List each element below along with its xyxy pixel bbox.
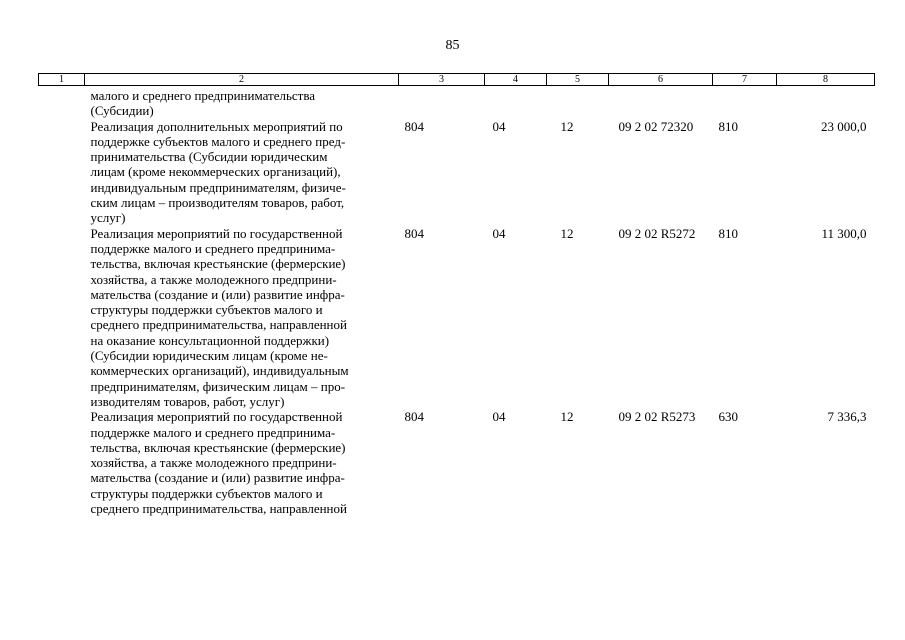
subsection-code xyxy=(547,86,609,119)
column-header-7: 7 xyxy=(713,74,777,86)
section-code: 04 xyxy=(492,409,506,425)
description-line: хозяйства, а также молодежного предприни- xyxy=(90,271,337,287)
target-article-code: 09 2 02 R5273 xyxy=(618,409,696,425)
description-line: услуг) xyxy=(90,210,126,226)
amount-value: 11 300,0 xyxy=(821,225,867,241)
description-line: малого и среднего предпринимательства xyxy=(90,88,316,103)
expense-type-code: 810 xyxy=(718,118,738,134)
row-number-cell xyxy=(39,409,85,516)
expense-type-code: 810 xyxy=(718,225,738,241)
column-header-3: 3 xyxy=(399,74,485,86)
description-line: поддержке малого и среднего предпринима- xyxy=(90,240,336,256)
column-header-8: 8 xyxy=(777,74,875,86)
description-line: коммерческих организаций), индивидуальным xyxy=(90,363,349,379)
row-description xyxy=(85,409,399,516)
subsection-code: 12 xyxy=(560,118,574,134)
column-header-5: 5 xyxy=(547,74,609,86)
column-header-6: 6 xyxy=(609,74,713,86)
description-line: структуры поддержки субъектов малого и xyxy=(90,485,323,501)
amount-value: 23 000,0 xyxy=(821,118,867,134)
description-line: лицам (кроме некоммерческих организаций), xyxy=(90,164,341,180)
row-description xyxy=(85,226,399,410)
table-row xyxy=(39,119,875,226)
row-number-cell xyxy=(39,226,85,410)
column-header-1: 1 xyxy=(39,74,85,86)
description-line: (Субсидии юридическим лицам (кроме не- xyxy=(90,348,328,364)
description-line: хозяйства, а также молодежного предприни- xyxy=(90,455,337,471)
description-line: мательства (создание и (или) развитие инфра- xyxy=(90,470,345,486)
ministry-code xyxy=(399,86,485,119)
description-line: Реализация дополнительных мероприятий по xyxy=(90,118,343,134)
row-description xyxy=(85,119,399,226)
section-code: 04 xyxy=(492,118,506,134)
description-line: тельства, включая крестьянские (фермерские) xyxy=(90,256,346,272)
description-line: индивидуальным предпринимателям, физиче- xyxy=(90,179,346,195)
column-header-4: 4 xyxy=(485,74,547,86)
expense-type-code xyxy=(713,86,777,119)
description-line: мательства (создание и (или) развитие инфра- xyxy=(90,286,345,302)
section-code xyxy=(485,86,547,119)
description-line: ским лицам – производителям товаров, работ, xyxy=(90,195,345,211)
budget-table xyxy=(38,73,875,516)
row-number-cell xyxy=(39,86,85,119)
description-line: структуры поддержки субъектов малого и xyxy=(90,302,323,318)
description-line: поддержке субъектов малого и среднего пред- xyxy=(90,133,346,149)
description-line: тельства, включая крестьянские (фермерские) xyxy=(90,439,346,455)
description-line: на оказание консультационной поддержки) xyxy=(90,332,330,348)
column-number-header xyxy=(39,74,875,86)
description-line: среднего предпринимательства, направленной xyxy=(90,317,347,333)
row-number-cell xyxy=(39,119,85,226)
subsection-code: 12 xyxy=(560,225,574,241)
row-description xyxy=(85,86,399,119)
column-header-2: 2 xyxy=(85,74,399,86)
amount-value: 7 336,3 xyxy=(827,409,867,425)
expense-type-code: 630 xyxy=(718,409,738,425)
section-code: 04 xyxy=(492,225,506,241)
description-line: среднего предпринимательства, направленной xyxy=(90,501,347,517)
ministry-code: 804 xyxy=(404,409,424,425)
ministry-code: 804 xyxy=(404,118,424,134)
amount-value xyxy=(777,86,875,119)
ministry-code: 804 xyxy=(404,225,424,241)
description-line: принимательства (Субсидии юридическим xyxy=(90,149,328,165)
description-line: Реализация мероприятий по государственной xyxy=(90,409,343,425)
table-row xyxy=(39,226,875,410)
table-row xyxy=(39,409,875,516)
subsection-code: 12 xyxy=(560,409,574,425)
description-line: (Субсидии) xyxy=(90,103,154,119)
description-line: изводителям товаров, работ, услуг) xyxy=(90,393,285,409)
target-article-code: 09 2 02 72320 xyxy=(618,118,694,134)
target-article-code xyxy=(609,86,713,119)
target-article-code: 09 2 02 R5272 xyxy=(618,225,696,241)
description-line: предпринимателям, физическим лицам – про- xyxy=(90,378,346,394)
table-row xyxy=(39,86,875,119)
description-line: Реализация мероприятий по государственной xyxy=(90,225,343,241)
description-line: поддержке малого и среднего предпринима- xyxy=(90,424,336,440)
page-number: 85 xyxy=(445,38,460,53)
